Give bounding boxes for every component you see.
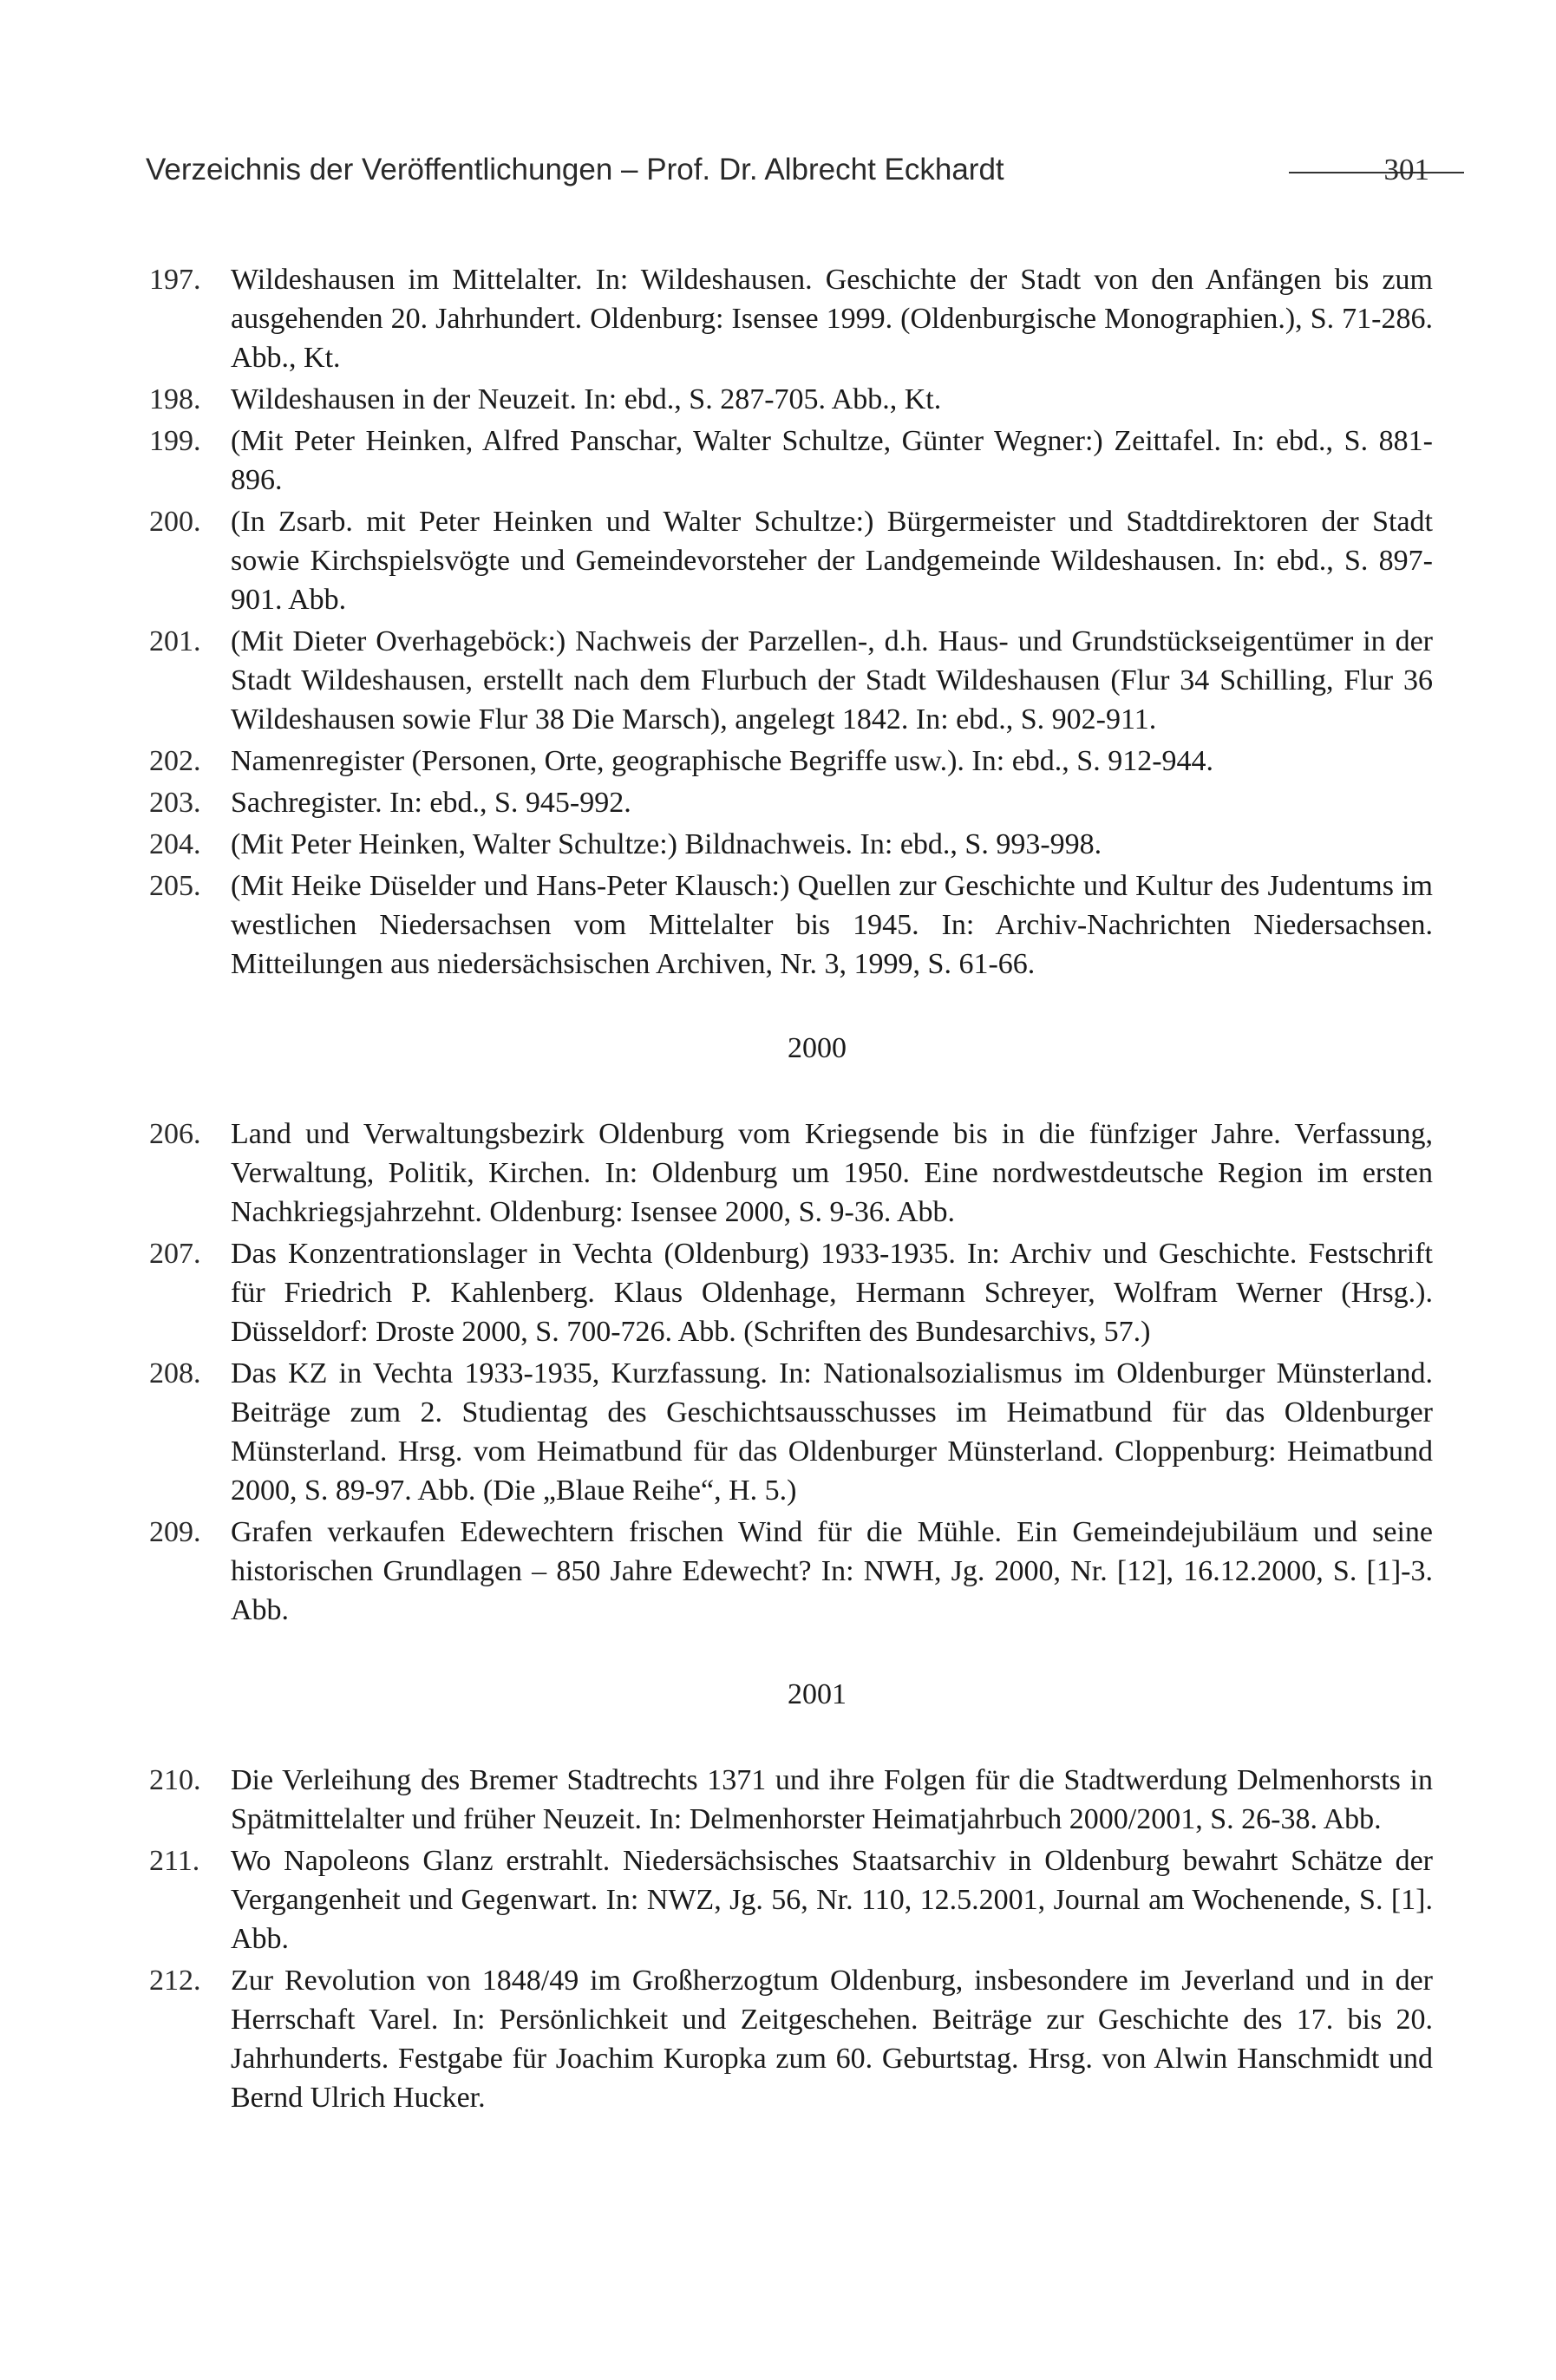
bibliography-entry <box>149 260 1433 377</box>
entry-number: 204. <box>149 828 201 860</box>
entry-number: 202. <box>149 745 201 777</box>
bibliography-entry <box>149 1115 1433 1232</box>
entry-number: 208. <box>149 1357 201 1389</box>
bibliography-entry <box>149 1761 1433 1839</box>
entry-text: (Mit Peter Heinken, Alfred Panschar, Walter Schultze, Günter Wegner:) Zeittafel. In: ebd., S. 881-896. <box>231 425 1433 496</box>
bibliography-entry <box>149 622 1433 739</box>
year-heading: 2000 <box>788 1032 847 1064</box>
header-title: Verzeichnis der Veröffentlichungen – Prof. Dr. Albrecht Eckhardt <box>146 153 1004 186</box>
entry-text: Zur Revolution von 1848/49 im Großherzogtum Oldenburg, insbesondere im Jeverland und in der Herrschaft Varel. In: Persönlichkeit und Zeitgeschehen. Beiträge zur Geschichte des 17. bis 20. Jahrhunderts. Festgabe für Joachim Kuropka zum 60. Geburtstag. Hrsg. von Alwin Hanschmidt und Bernd Ulrich Hucker. <box>231 1965 1433 2114</box>
running-header <box>146 146 1429 198</box>
entry-number: 199. <box>149 425 201 457</box>
entry-number: 200. <box>149 506 201 538</box>
entry-number: 210. <box>149 1764 201 1796</box>
entry-text: Wildeshausen in der Neuzeit. In: ebd., S. 287-705. Abb., Kt. <box>231 383 942 415</box>
entry-number: 211. <box>149 1845 200 1877</box>
bibliography-entry <box>149 1841 1433 1958</box>
entry-number: 205. <box>149 870 201 902</box>
bibliography-entry <box>149 502 1433 619</box>
entry-text: Wo Napoleons Glanz erstrahlt. Niedersächsisches Staatsarchiv in Oldenburg bewahrt Schätze der Vergangenheit und Gegenwart. In: NWZ, Jg. 56, Nr. 110, 12.5.2001, Journal am Wochenende, S. [1]. Abb. <box>231 1845 1433 1955</box>
entry-number: 209. <box>149 1516 201 1548</box>
entry-text: Das Konzentrationslager in Vechta (Oldenburg) 1933-1935. In: Archiv und Geschichte. Festschrift für Friedrich P. Kahlenberg. Klaus Oldenhage, Hermann Schreyer, Wolfram Werner (Hrsg.). Düsseldorf: Droste 2000, S. 700-726. Abb. (Schriften des Bundesarchivs, 57.) <box>231 1238 1433 1348</box>
bibliography-entry <box>149 1513 1433 1630</box>
entry-number: 198. <box>149 383 201 415</box>
entry-text: Die Verleihung des Bremer Stadtrechts 1371 und ihre Folgen für die Stadtwerdung Delmenhorsts in Spätmittelalter und früher Neuzeit. In: Delmenhorster Heimatjahrbuch 2000/2001, S. 26-38. Abb. <box>231 1764 1433 1835</box>
entry-text: Land und Verwaltungsbezirk Oldenburg vom Kriegsende bis in die fünfziger Jahre. Verfassung, Verwaltung, Politik, Kirchen. In: Oldenburg um 1950. Eine nordwestdeutsche Region im ersten Nachkriegsjahrzehnt. Oldenburg: Isensee 2000, S. 9-36. Abb. <box>231 1118 1433 1228</box>
entry-text: (Mit Peter Heinken, Walter Schultze:) Bildnachweis. In: ebd., S. 993-998. <box>231 828 1102 860</box>
entry-text: Sachregister. In: ebd., S. 945-992. <box>231 787 631 819</box>
entry-text: Namenregister (Personen, Orte, geographische Begriffe usw.). In: ebd., S. 912-944. <box>231 745 1214 777</box>
entry-number: 206. <box>149 1118 201 1150</box>
bibliography-entry <box>149 866 1433 984</box>
entry-text: Grafen verkaufen Edewechtern frischen Wind für die Mühle. Ein Gemeindejubiläum und seine historischen Grundlagen – 850 Jahre Edewecht? In: NWH, Jg. 2000, Nr. [12], 16.12.2000, S. [1]-3. Abb. <box>231 1516 1433 1626</box>
bibliography-entry <box>149 380 1433 419</box>
bibliography-entry <box>149 742 1433 781</box>
entry-text: (Mit Heike Düselder und Hans-Peter Klausch:) Quellen zur Geschichte und Kultur des Judentums im westlichen Niedersachsen vom Mittelalter bis 1945. In: Archiv-Nachrichten Niedersachsen. Mitteilungen aus niedersächsischen Archiven, Nr. 3, 1999, S. 61-66. <box>231 870 1433 980</box>
entry-text: Das KZ in Vechta 1933-1935, Kurzfassung. In: Nationalsozialismus im Oldenburger Münsterland. Beiträge zum 2. Studientag des Geschichtsausschusses im Heimatbund für das Oldenburger Münsterland. Hrsg. vom Heimatbund für das Oldenburger Münsterland. Cloppenburg: Heimatbund 2000, S. 89-97. Abb. (Die „Blaue Reihe“, H. 5.) <box>231 1357 1433 1507</box>
entry-number: 197. <box>149 264 201 296</box>
bibliography-entry <box>149 783 1433 822</box>
bibliography-entry <box>149 825 1433 864</box>
entry-number: 203. <box>149 787 201 819</box>
entry-text: (Mit Dieter Overhageböck:) Nachweis der Parzellen-, d.h. Haus- und Grundstückseigentümer in der Stadt Wildeshausen, erstellt nach dem Flurbuch der Stadt Wildeshausen (Flur 34 Schilling, Flur 36 Wildeshausen sowie Flur 38 Die Marsch), angelegt 1842. In: ebd., S. 902-911. <box>231 625 1433 736</box>
bibliography-entry <box>149 422 1433 500</box>
entry-number: 212. <box>149 1965 201 1997</box>
bibliography-list <box>149 260 1433 2120</box>
bibliography-entry <box>149 1961 1433 2117</box>
header-rule <box>1289 172 1464 173</box>
bibliography-entry <box>149 1234 1433 1351</box>
entry-number: 207. <box>149 1238 201 1270</box>
page-number: 301 <box>1383 153 1429 186</box>
year-heading: 2001 <box>788 1678 847 1710</box>
entry-text: (In Zsarb. mit Peter Heinken und Walter Schultze:) Bürgermeister und Stadtdirektoren der Stadt sowie Kirchspielsvögte und Gemeindevorsteher der Landgemeinde Wildeshausen. In: ebd., S. 897-901. Abb. <box>231 506 1433 616</box>
entry-number: 201. <box>149 625 201 657</box>
bibliography-entry <box>149 1354 1433 1510</box>
entry-text: Wildeshausen im Mittelalter. In: Wildeshausen. Geschichte der Stadt von den Anfängen bis zum ausgehenden 20. Jahrhundert. Oldenburg: Isensee 1999. (Oldenburgische Monographien.), S. 71-286. Abb., Kt. <box>231 264 1433 374</box>
